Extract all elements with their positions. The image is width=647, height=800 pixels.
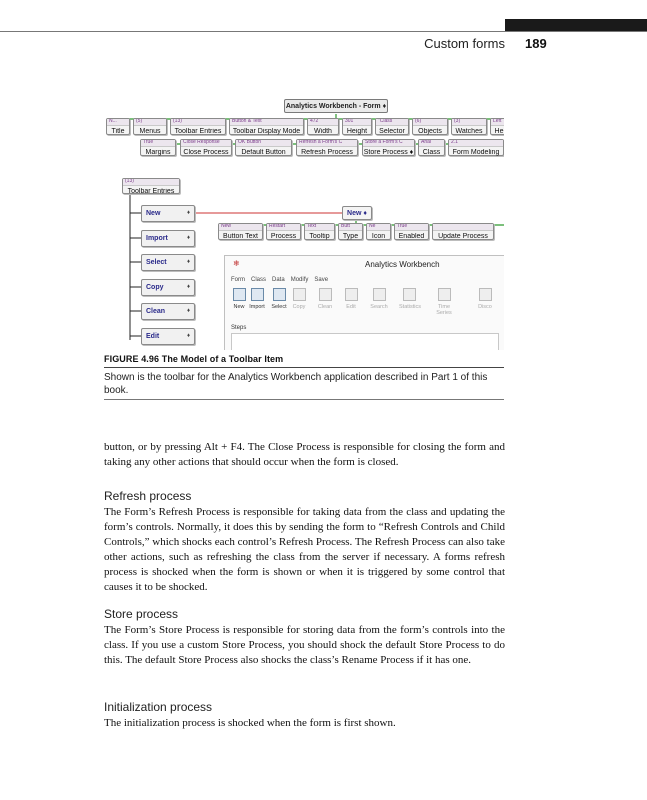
steps-panel: [231, 333, 499, 350]
toolbar-button[interactable]: [434, 288, 454, 316]
node-tag: (13): [123, 179, 179, 186]
workbench-title: Analytics Workbench: [365, 260, 440, 269]
running-title: Custom forms: [424, 36, 505, 51]
node-label: Height: [346, 128, 368, 135]
diagram-node: [448, 139, 504, 156]
node-tag: (3): [452, 119, 486, 126]
node-label: Default Button: [241, 149, 286, 156]
node-label: Toolbar Display Mode: [232, 128, 301, 135]
tool-label: Select: [271, 304, 287, 310]
node-tag: "Class: [376, 119, 408, 126]
node-label: Close Process: [183, 149, 229, 156]
tool-icon: [319, 288, 332, 301]
node-label: Toolbar Entries: [174, 128, 222, 135]
toolbar-button[interactable]: [399, 288, 422, 310]
diamond-icon: ♦: [186, 283, 190, 290]
menu-item[interactable]: Form: [231, 277, 245, 283]
node-tag: Button & Text: [230, 119, 303, 126]
tool-label: Copy: [292, 304, 306, 310]
diagram-node: [170, 118, 226, 135]
section-heading-store: Store process: [104, 607, 179, 621]
node-tag: Restart: [267, 224, 300, 231]
tool-icon: [273, 288, 286, 301]
diagram-node: [412, 118, 448, 135]
toolbar-button[interactable]: [341, 288, 361, 310]
toolbar-entries-node: [122, 178, 180, 194]
node-tag: True: [141, 140, 175, 147]
toolbar-button[interactable]: [475, 288, 495, 310]
node-label: Selector: [379, 128, 405, 135]
section-text-store: The Form’s Store Process is responsible for storing data from the form’s controls into the class. If you use a custom Store Process, you should shock the default Store Process to do this. The default Store Process also shocks the class’s Rename Process if it has one.: [104, 624, 505, 666]
node-label: Store Process ♦: [363, 149, 414, 156]
node-tag: 301: [343, 119, 371, 126]
tool-label: Time Series: [436, 304, 452, 316]
node-label: Class: [422, 149, 441, 156]
header-bar: [505, 19, 647, 31]
caption-rule-bottom: [104, 399, 504, 400]
section-text-refresh: The Form’s Refresh Process is responsible for taking data from the class and updating the form’s controls. Normally, it does this by sending the form to “Refresh Controls and Child Controls,” which shocks each control’s Refresh Process. The Refresh Process can also take other actions, such as refreshing the class from the server if necessary. A forms refresh process is shocked when the form is shown or when it is triggered by some control that causes it to be shocked.: [104, 506, 505, 593]
diagram-node: [362, 139, 415, 156]
diamond-icon: ♦: [186, 234, 190, 241]
toolbar-button[interactable]: [269, 288, 289, 310]
toolbar-entry-button[interactable]: [141, 303, 195, 320]
node-tag: Ne: [367, 224, 390, 231]
entry-label: New: [146, 210, 161, 217]
node-tag: New: [219, 224, 262, 231]
toolbar-entry-button[interactable]: [141, 205, 195, 222]
entry-label: Import: [146, 234, 168, 242]
tool-icon: [293, 288, 306, 301]
entry-label: Select: [146, 259, 167, 267]
node-tag: Arial: [419, 140, 444, 147]
entry-label: Copy: [146, 283, 164, 291]
diagram-node: [307, 118, 339, 135]
node-tag: Left: [491, 119, 504, 126]
node-label: New ♦: [347, 210, 367, 217]
menu-item[interactable]: Modify: [290, 277, 309, 283]
toolbar-button[interactable]: [229, 288, 249, 310]
tool-label: Disco: [478, 304, 492, 310]
diagram-node: [338, 223, 363, 240]
diagram-node: [451, 118, 487, 135]
page-number: 189: [525, 36, 547, 51]
diagram-node: [490, 118, 504, 135]
node-tag: 472: [308, 119, 338, 126]
toolbar-entry-button[interactable]: [141, 230, 195, 247]
node-tag: 2.1: [449, 140, 503, 147]
diagram-node: [266, 223, 301, 240]
diagram-node: [106, 118, 130, 135]
tool-label: Search: [370, 304, 388, 310]
diamond-icon: ♦: [186, 259, 190, 266]
side-tree-connector: [130, 194, 141, 340]
figure-caption-text: Shown is the toolbar for the Analytics Workbench application described in Part 1 of this book.: [104, 372, 488, 396]
node-label: Update Process: [438, 233, 488, 240]
node-tag: [433, 224, 493, 231]
node-label: Process: [270, 233, 297, 240]
node-label: Button Text: [223, 233, 258, 240]
diagram-node: [342, 118, 372, 135]
diagram-node: [133, 118, 167, 135]
workbench-menu: [231, 277, 334, 283]
node-label: Objects: [418, 128, 442, 135]
diagram-node: [229, 118, 304, 135]
node-tag: (6): [413, 119, 447, 126]
diagram-node: [140, 139, 176, 156]
node-label: Watches: [455, 128, 483, 135]
tool-label: Edit: [346, 304, 356, 310]
app-logo-icon: ❄: [233, 259, 240, 268]
diamond-icon: ♦: [186, 210, 190, 216]
entry-label: Edit: [146, 333, 160, 340]
toolbar-entry-button[interactable]: [141, 254, 195, 271]
node-label: Tooltip: [309, 233, 330, 240]
menu-item[interactable]: Data: [272, 277, 285, 283]
node-label: Width: [314, 128, 332, 135]
figure-caption-title: FIGURE 4.96 The Model of a Toolbar Item: [104, 354, 284, 364]
diagram-node: [432, 223, 494, 240]
section-heading-initialization: Initialization process: [104, 700, 213, 714]
tool-icon: [438, 288, 451, 301]
toolbar-button[interactable]: [289, 288, 309, 310]
diagram-node: [366, 223, 391, 240]
diagram-node: [394, 223, 429, 240]
toolbar-button[interactable]: [369, 288, 389, 310]
node-label: Icon: [371, 233, 386, 240]
node-tag: Close Response: [181, 140, 231, 147]
section-heading-refresh: Refresh process: [104, 489, 192, 503]
tool-icon: [479, 288, 492, 301]
node-tag: (5): [134, 119, 166, 126]
node-label: Toolbar Entries: [127, 188, 175, 195]
node-label: He: [494, 128, 504, 135]
caption-rule: [104, 367, 504, 368]
new-entry-node: [342, 206, 372, 220]
diagram-node: [304, 223, 335, 240]
entry-label: Clean: [146, 308, 166, 316]
node-label: Type: [342, 233, 359, 240]
tool-icon: [403, 288, 416, 301]
menu-item[interactable]: Save: [314, 277, 329, 283]
diagram-node: [418, 139, 445, 156]
diagram-node: [218, 223, 263, 240]
node-tag: Store a Form's C: [363, 140, 414, 147]
node-label: Menus: [139, 128, 161, 135]
toolbar-button[interactable]: [315, 288, 335, 310]
section-text-initialization: The initialization process is shocked when the form is first shown.: [104, 717, 396, 729]
tool-icon: [251, 288, 264, 301]
intro-paragraph: button, or by pressing Alt + F4. The Close Process is responsible for closing the form and taking any other actions that should occur when the form is closed.: [104, 441, 505, 468]
node-label: Margins: [145, 149, 171, 156]
tool-icon: [345, 288, 358, 301]
node-tag: Refresh a Form's C: [297, 140, 357, 147]
node-tag: N...: [107, 119, 129, 126]
toolbar-button[interactable]: [247, 288, 267, 310]
tool-label: Statistics: [399, 304, 422, 310]
tool-icon: [233, 288, 246, 301]
form-root-node: Analytics Workbench - Form ♦: [284, 99, 388, 113]
steps-label: Steps: [231, 325, 247, 331]
figure-diagram: [104, 92, 504, 350]
diamond-icon: ♦: [186, 333, 190, 339]
tool-label: Clean: [317, 304, 333, 310]
node-tag: Text: [305, 224, 334, 231]
diagram-node: [296, 139, 358, 156]
node-label: Title: [111, 128, 125, 135]
node-tag: True: [395, 224, 428, 231]
toolbar-entry-button[interactable]: [141, 328, 195, 345]
toolbar-entry-button[interactable]: [141, 279, 195, 296]
node-tag: Butt: [339, 224, 362, 231]
node-label: Enabled: [398, 233, 425, 240]
node-label: Refresh Process: [301, 149, 353, 156]
tool-icon: [373, 288, 386, 301]
header-rule: [0, 31, 647, 32]
menu-item[interactable]: Class: [251, 277, 267, 283]
diamond-icon: ♦: [186, 308, 190, 315]
diagram-node: [375, 118, 409, 135]
node-tag: OK Button: [236, 140, 291, 147]
node-label: Form Modeling: [452, 149, 500, 156]
diagram-node: [235, 139, 292, 156]
node-tag: (13): [171, 119, 225, 126]
tool-label: New: [233, 304, 245, 310]
tool-label: Import: [249, 304, 265, 310]
workbench-window: [224, 255, 504, 350]
diagram-node: [180, 139, 232, 156]
